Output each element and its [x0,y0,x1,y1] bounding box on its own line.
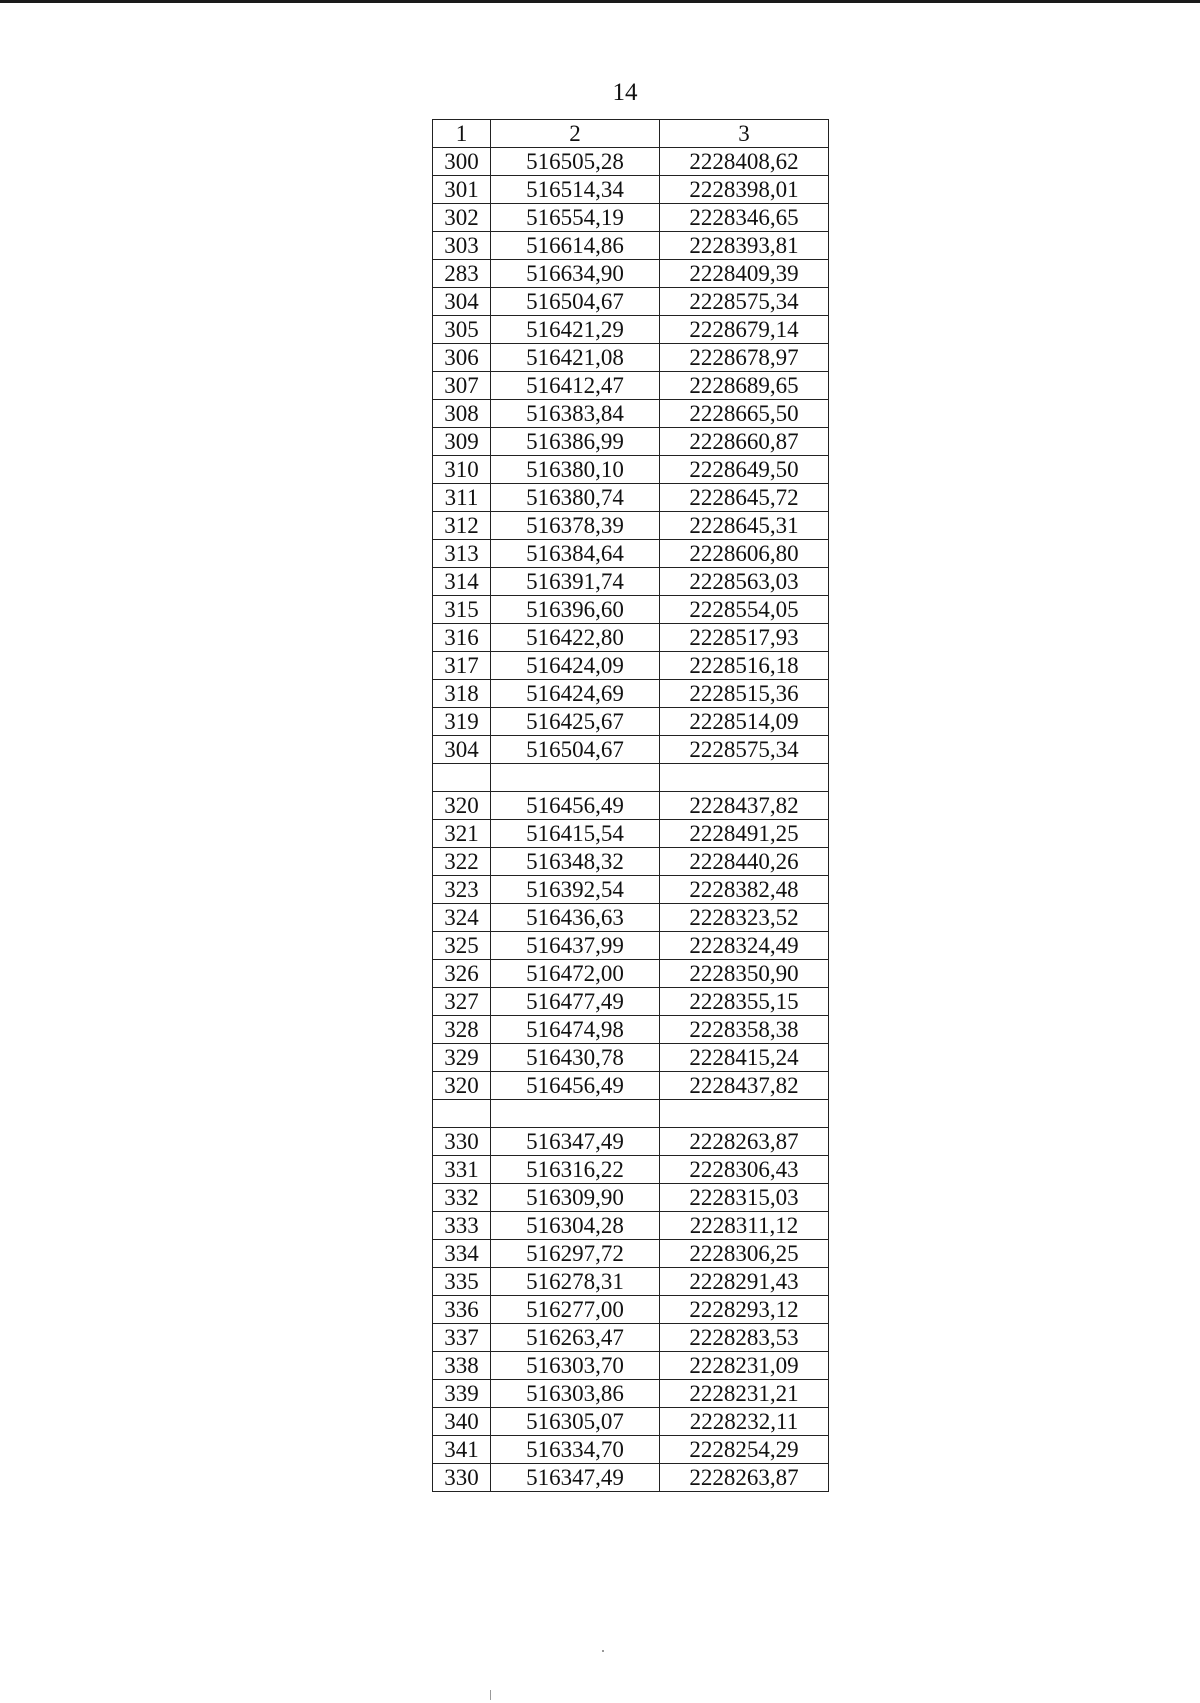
point-number-cell: 326 [433,960,491,988]
y-coordinate-cell: 2228408,62 [660,148,829,176]
y-coordinate-cell: 2228350,90 [660,960,829,988]
x-coordinate-cell: 516421,08 [491,344,660,372]
point-number-cell: 301 [433,176,491,204]
y-coordinate-cell: 2228358,38 [660,1016,829,1044]
table-row [433,316,829,344]
point-number-cell: 317 [433,652,491,680]
x-coordinate-cell: 516430,78 [491,1044,660,1072]
table-row [433,820,829,848]
x-coordinate-cell: 516505,28 [491,148,660,176]
y-coordinate-cell: 2228291,43 [660,1268,829,1296]
point-number-cell: 304 [433,736,491,764]
y-coordinate-cell: 2228346,65 [660,204,829,232]
table-row [433,792,829,820]
table-row [433,568,829,596]
table-row [433,260,829,288]
x-coordinate-cell: 516380,10 [491,456,660,484]
x-coordinate-cell: 516392,54 [491,876,660,904]
x-coordinate-cell: 516278,31 [491,1268,660,1296]
point-number-cell [433,764,491,792]
x-coordinate-cell: 516421,29 [491,316,660,344]
y-coordinate-cell: 2228355,15 [660,988,829,1016]
point-number-cell: 323 [433,876,491,904]
y-coordinate-cell: 2228645,31 [660,512,829,540]
coordinates-table [432,119,829,1492]
x-coordinate-cell: 516424,69 [491,680,660,708]
y-coordinate-cell: 2228515,36 [660,680,829,708]
x-coordinate-cell: 516436,63 [491,904,660,932]
table-row [433,1296,829,1324]
table-row [433,176,829,204]
table-row [433,288,829,316]
point-number-cell: 304 [433,288,491,316]
y-coordinate-cell: 2228649,50 [660,456,829,484]
table-row [433,736,829,764]
table-row [433,232,829,260]
x-coordinate-cell: 516391,74 [491,568,660,596]
point-number-cell: 308 [433,400,491,428]
point-number-cell: 311 [433,484,491,512]
y-coordinate-cell: 2228645,72 [660,484,829,512]
y-coordinate-cell: 2228514,09 [660,708,829,736]
y-coordinate-cell: 2228660,87 [660,428,829,456]
table-row [433,848,829,876]
table-row [433,1184,829,1212]
point-number-cell: 312 [433,512,491,540]
y-coordinate-cell: 2228563,03 [660,568,829,596]
x-coordinate-cell: 516297,72 [491,1240,660,1268]
table-body [433,148,829,1492]
x-coordinate-cell [491,764,660,792]
y-coordinate-cell: 2228437,82 [660,1072,829,1100]
x-coordinate-cell: 516437,99 [491,932,660,960]
point-number-cell: 305 [433,316,491,344]
x-coordinate-cell: 516303,70 [491,1352,660,1380]
y-coordinate-cell: 2228393,81 [660,232,829,260]
x-coordinate-cell: 516309,90 [491,1184,660,1212]
table-row [433,960,829,988]
table-row [433,1380,829,1408]
y-coordinate-cell: 2228283,53 [660,1324,829,1352]
page-number: 14 [612,79,638,106]
table-row [433,708,829,736]
point-number-cell: 332 [433,1184,491,1212]
y-coordinate-cell: 2228665,50 [660,400,829,428]
y-coordinate-cell: 2228606,80 [660,540,829,568]
x-coordinate-cell: 516334,70 [491,1436,660,1464]
point-number-cell: 338 [433,1352,491,1380]
x-coordinate-cell: 516277,00 [491,1296,660,1324]
table-row [433,680,829,708]
point-number-cell: 337 [433,1324,491,1352]
y-coordinate-cell: 2228689,65 [660,372,829,400]
point-number-cell: 320 [433,792,491,820]
point-number-cell: 309 [433,428,491,456]
x-coordinate-cell: 516422,80 [491,624,660,652]
point-number-cell: 314 [433,568,491,596]
y-coordinate-cell: 2228409,39 [660,260,829,288]
point-number-cell: 306 [433,344,491,372]
y-coordinate-cell: 2228293,12 [660,1296,829,1324]
table-row [433,1352,829,1380]
point-number-cell: 325 [433,932,491,960]
point-number-cell: 322 [433,848,491,876]
x-coordinate-cell: 516383,84 [491,400,660,428]
y-coordinate-cell: 2228306,25 [660,1240,829,1268]
table-row [433,904,829,932]
table-row [433,1156,829,1184]
point-number-cell: 320 [433,1072,491,1100]
y-coordinate-cell: 2228382,48 [660,876,829,904]
x-coordinate-cell: 516456,49 [491,1072,660,1100]
scan-speck [602,1650,604,1652]
y-coordinate-cell: 2228232,11 [660,1408,829,1436]
point-number-cell: 340 [433,1408,491,1436]
x-coordinate-cell: 516514,34 [491,176,660,204]
table-row [433,372,829,400]
top-border-line [0,0,1200,3]
point-number-cell: 330 [433,1464,491,1492]
header-cell-3: 3 [660,120,829,148]
x-coordinate-cell: 516425,67 [491,708,660,736]
table-header-row [433,120,829,148]
y-coordinate-cell: 2228678,97 [660,344,829,372]
x-coordinate-cell: 516456,49 [491,792,660,820]
point-number-cell [433,1100,491,1128]
table-row [433,1016,829,1044]
y-coordinate-cell: 2228437,82 [660,792,829,820]
point-number-cell: 313 [433,540,491,568]
y-coordinate-cell: 2228306,43 [660,1156,829,1184]
y-coordinate-cell: 2228554,05 [660,596,829,624]
x-coordinate-cell: 516347,49 [491,1128,660,1156]
table-row [433,1212,829,1240]
y-coordinate-cell: 2228323,52 [660,904,829,932]
table-row [433,1072,829,1100]
point-number-cell: 336 [433,1296,491,1324]
table-row [433,932,829,960]
point-number-cell: 328 [433,1016,491,1044]
x-coordinate-cell: 516378,39 [491,512,660,540]
table-row [433,204,829,232]
y-coordinate-cell: 2228491,25 [660,820,829,848]
y-coordinate-cell: 2228398,01 [660,176,829,204]
y-coordinate-cell: 2228517,93 [660,624,829,652]
point-number-cell: 327 [433,988,491,1016]
x-coordinate-cell [491,1100,660,1128]
y-coordinate-cell: 2228516,18 [660,652,829,680]
table-row [433,596,829,624]
table-row [433,1240,829,1268]
x-coordinate-cell: 516415,54 [491,820,660,848]
table-row [433,988,829,1016]
table-row [433,484,829,512]
x-coordinate-cell: 516386,99 [491,428,660,456]
y-coordinate-cell: 2228575,34 [660,288,829,316]
y-coordinate-cell: 2228263,87 [660,1128,829,1156]
y-coordinate-cell: 2228440,26 [660,848,829,876]
point-number-cell: 329 [433,1044,491,1072]
x-coordinate-cell: 516304,28 [491,1212,660,1240]
x-coordinate-cell: 516504,67 [491,736,660,764]
point-number-cell: 334 [433,1240,491,1268]
table-separator-row [433,1100,829,1128]
table-row [433,540,829,568]
x-coordinate-cell: 516263,47 [491,1324,660,1352]
x-coordinate-cell: 516396,60 [491,596,660,624]
scan-speck [490,1690,491,1700]
x-coordinate-cell: 516472,00 [491,960,660,988]
table-row [433,1324,829,1352]
point-number-cell: 324 [433,904,491,932]
table-row [433,456,829,484]
x-coordinate-cell: 516614,86 [491,232,660,260]
header-cell-1: 1 [433,120,491,148]
x-coordinate-cell: 516380,74 [491,484,660,512]
point-number-cell: 307 [433,372,491,400]
point-number-cell: 302 [433,204,491,232]
point-number-cell: 316 [433,624,491,652]
y-coordinate-cell [660,1100,829,1128]
point-number-cell: 283 [433,260,491,288]
x-coordinate-cell: 516316,22 [491,1156,660,1184]
point-number-cell: 310 [433,456,491,484]
point-number-cell: 303 [433,232,491,260]
x-coordinate-cell: 516474,98 [491,1016,660,1044]
x-coordinate-cell: 516348,32 [491,848,660,876]
point-number-cell: 319 [433,708,491,736]
table-row [433,428,829,456]
table-row [433,1408,829,1436]
x-coordinate-cell: 516477,49 [491,988,660,1016]
table-row [433,344,829,372]
y-coordinate-cell: 2228315,03 [660,1184,829,1212]
y-coordinate-cell: 2228679,14 [660,316,829,344]
table-row [433,400,829,428]
x-coordinate-cell: 516303,86 [491,1380,660,1408]
table-row [433,1128,829,1156]
point-number-cell: 335 [433,1268,491,1296]
y-coordinate-cell: 2228254,29 [660,1436,829,1464]
table-row [433,1464,829,1492]
y-coordinate-cell [660,764,829,792]
table-row [433,512,829,540]
table-row [433,652,829,680]
point-number-cell: 339 [433,1380,491,1408]
y-coordinate-cell: 2228263,87 [660,1464,829,1492]
y-coordinate-cell: 2228324,49 [660,932,829,960]
x-coordinate-cell: 516554,19 [491,204,660,232]
table-row [433,1436,829,1464]
point-number-cell: 321 [433,820,491,848]
point-number-cell: 315 [433,596,491,624]
y-coordinate-cell: 2228575,34 [660,736,829,764]
header-cell-2: 2 [491,120,660,148]
x-coordinate-cell: 516424,09 [491,652,660,680]
table-row [433,148,829,176]
x-coordinate-cell: 516347,49 [491,1464,660,1492]
table-row [433,1044,829,1072]
table-row [433,876,829,904]
y-coordinate-cell: 2228415,24 [660,1044,829,1072]
x-coordinate-cell: 516305,07 [491,1408,660,1436]
point-number-cell: 318 [433,680,491,708]
x-coordinate-cell: 516634,90 [491,260,660,288]
point-number-cell: 300 [433,148,491,176]
x-coordinate-cell: 516412,47 [491,372,660,400]
x-coordinate-cell: 516504,67 [491,288,660,316]
table-row [433,624,829,652]
point-number-cell: 330 [433,1128,491,1156]
y-coordinate-cell: 2228231,09 [660,1352,829,1380]
y-coordinate-cell: 2228311,12 [660,1212,829,1240]
point-number-cell: 331 [433,1156,491,1184]
table-row [433,1268,829,1296]
y-coordinate-cell: 2228231,21 [660,1380,829,1408]
point-number-cell: 333 [433,1212,491,1240]
point-number-cell: 341 [433,1436,491,1464]
x-coordinate-cell: 516384,64 [491,540,660,568]
table-separator-row [433,764,829,792]
